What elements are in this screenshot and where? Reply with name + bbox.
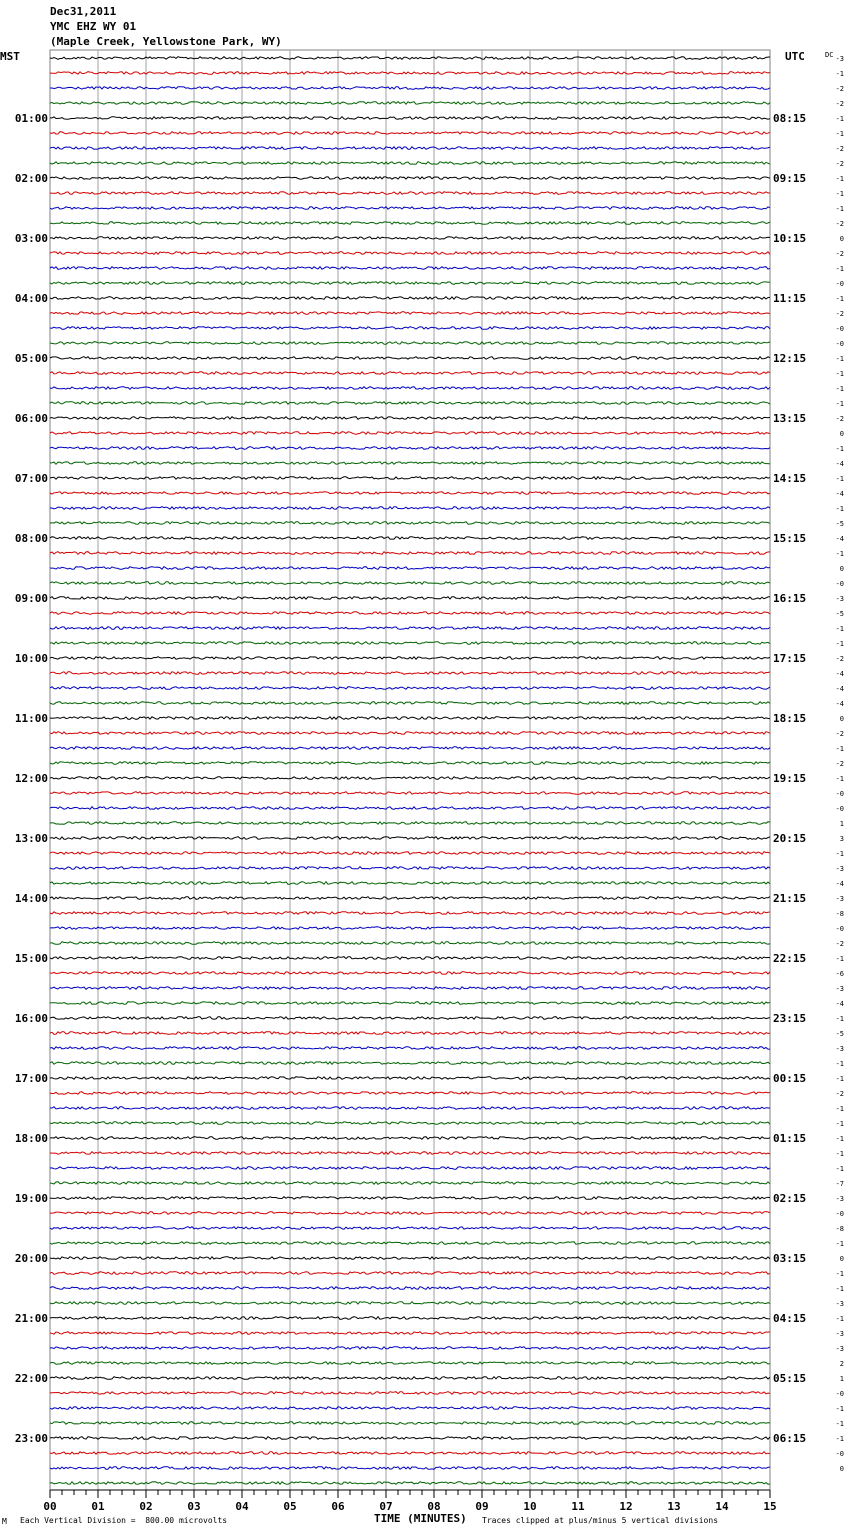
seismic-trace xyxy=(50,312,770,315)
hour-label-mst: 21:00 xyxy=(14,1312,48,1325)
dc-offset-label: -1 xyxy=(835,1420,844,1428)
seismic-trace xyxy=(50,417,770,420)
hour-label-mst: 13:00 xyxy=(14,832,48,845)
dc-offset-label: -4 xyxy=(835,880,844,888)
dc-offset-label: -1 xyxy=(835,1105,844,1113)
seismic-trace xyxy=(50,342,770,345)
dc-offset-label: -1 xyxy=(835,385,844,393)
dc-offset-label: 3 xyxy=(839,835,844,843)
seismic-trace xyxy=(50,927,770,930)
seismic-trace xyxy=(50,1482,770,1485)
dc-offset-label: -4 xyxy=(835,700,844,708)
dc-offset-label: -1 xyxy=(835,1240,844,1248)
x-tick-label: 14 xyxy=(715,1500,729,1513)
seismic-trace xyxy=(50,1137,770,1140)
dc-offset-label: 0 xyxy=(839,1465,844,1473)
seismic-trace xyxy=(50,282,770,285)
dc-offset-label: -2 xyxy=(835,940,844,948)
hour-label-mst: 15:00 xyxy=(14,952,48,965)
seismic-trace xyxy=(50,807,770,810)
dc-offset-label: -3 xyxy=(835,1195,844,1203)
dc-offset-label: -2 xyxy=(835,85,844,93)
dc-offset-label: -5 xyxy=(835,610,844,618)
left-timezone-label: MST xyxy=(0,50,20,63)
seismic-trace xyxy=(50,1032,770,1035)
hour-label-mst: 02:00 xyxy=(14,172,48,185)
hour-label-mst: 22:00 xyxy=(14,1372,48,1385)
hour-label-mst: 20:00 xyxy=(14,1252,48,1265)
seismic-trace xyxy=(50,897,770,900)
dc-offset-label: 2 xyxy=(839,1360,844,1368)
seismic-trace xyxy=(50,942,770,945)
seismic-trace xyxy=(50,777,770,780)
dc-header-label: DC xyxy=(825,51,834,59)
seismic-trace xyxy=(50,822,770,825)
hour-label-utc: 01:15 xyxy=(773,1132,807,1145)
dc-offset-label: -2 xyxy=(835,730,844,738)
dc-offset-label: -0 xyxy=(835,280,844,288)
dc-offset-label: -2 xyxy=(835,250,844,258)
seismic-trace xyxy=(50,747,770,750)
seismic-trace xyxy=(50,957,770,960)
right-timezone-label: UTC xyxy=(785,50,805,63)
hour-label-utc: 16:15 xyxy=(773,592,807,605)
dc-offset-label: -4 xyxy=(835,490,844,498)
hour-label-utc: 20:15 xyxy=(773,832,807,845)
hour-label-utc: 22:15 xyxy=(773,952,807,965)
seismic-trace xyxy=(50,552,770,555)
dc-offset-label: -2 xyxy=(835,310,844,318)
seismic-trace xyxy=(50,327,770,330)
dc-offset-label: 0 xyxy=(839,565,844,573)
x-tick-label: 07 xyxy=(379,1500,393,1513)
hour-label-utc: 10:15 xyxy=(773,232,807,245)
dc-offset-label: -8 xyxy=(835,1225,844,1233)
dc-offset-label: -2 xyxy=(835,160,844,168)
dc-offset-label: -1 xyxy=(835,175,844,183)
x-tick-label: 08 xyxy=(427,1500,441,1513)
clip-note: Traces clipped at plus/minus 5 vertical divisions xyxy=(482,1516,719,1525)
dc-offset-label: -4 xyxy=(835,460,844,468)
seismic-trace xyxy=(50,147,770,150)
dc-offset-label: -1 xyxy=(835,1060,844,1068)
dc-offset-label: -3 xyxy=(835,1345,844,1353)
seismic-trace xyxy=(50,132,770,135)
dc-offset-label: -1 xyxy=(835,295,844,303)
seismic-trace xyxy=(50,1422,770,1425)
seismic-trace xyxy=(50,1002,770,1005)
dc-offset-label: -2 xyxy=(835,760,844,768)
dc-offset-label: -1 xyxy=(835,1135,844,1143)
dc-offset-label: -1 xyxy=(835,955,844,963)
seismic-trace xyxy=(50,1017,770,1020)
dc-offset-label: -1 xyxy=(835,505,844,513)
dc-offset-label: -6 xyxy=(835,970,844,978)
dc-offset-label: -1 xyxy=(835,190,844,198)
seismic-trace xyxy=(50,1122,770,1125)
seismic-trace xyxy=(50,702,770,705)
x-tick-label: 02 xyxy=(139,1500,153,1513)
hour-label-mst: 01:00 xyxy=(14,112,48,125)
hour-label-utc: 03:15 xyxy=(773,1252,807,1265)
dc-offset-label: -3 xyxy=(835,895,844,903)
dc-offset-label: -0 xyxy=(835,580,844,588)
seismic-trace xyxy=(50,462,770,465)
seismic-trace xyxy=(50,1227,770,1230)
plot-frame xyxy=(50,50,770,1490)
seismic-trace xyxy=(50,1242,770,1245)
hour-label-mst: 23:00 xyxy=(14,1432,48,1445)
dc-offset-label: -0 xyxy=(835,925,844,933)
seismic-trace xyxy=(50,102,770,105)
dc-offset-label: -1 xyxy=(835,445,844,453)
seismic-trace xyxy=(50,1077,770,1080)
dc-offset-label: -1 xyxy=(835,400,844,408)
seismic-trace xyxy=(50,222,770,225)
hour-label-utc: 17:15 xyxy=(773,652,807,665)
x-tick-label: 09 xyxy=(475,1500,489,1513)
hour-label-utc: 08:15 xyxy=(773,112,807,125)
dc-offset-label: -0 xyxy=(835,325,844,333)
seismic-trace xyxy=(50,477,770,480)
dc-offset-label: -1 xyxy=(835,1405,844,1413)
hour-label-mst: 04:00 xyxy=(14,292,48,305)
dc-offset-label: -2 xyxy=(835,100,844,108)
seismic-trace xyxy=(50,1197,770,1200)
seismic-trace xyxy=(50,912,770,915)
hour-label-utc: 14:15 xyxy=(773,472,807,485)
x-axis-title: TIME (MINUTES) xyxy=(374,1512,467,1525)
x-tick-label: 11 xyxy=(571,1500,585,1513)
hour-label-utc: 09:15 xyxy=(773,172,807,185)
x-tick-label: 10 xyxy=(523,1500,537,1513)
hour-label-utc: 21:15 xyxy=(773,892,807,905)
hour-label-mst: 19:00 xyxy=(14,1192,48,1205)
dc-offset-label: -1 xyxy=(835,745,844,753)
seismic-trace xyxy=(50,987,770,990)
dc-offset-label: -1 xyxy=(835,1120,844,1128)
dc-offset-label: -2 xyxy=(835,1090,844,1098)
seismic-trace xyxy=(50,447,770,450)
hour-label-mst: 09:00 xyxy=(14,592,48,605)
seismic-trace xyxy=(50,1407,770,1410)
dc-offset-label: -4 xyxy=(835,670,844,678)
dc-offset-label: -5 xyxy=(835,1030,844,1038)
seismic-trace xyxy=(50,1092,770,1095)
time-axis xyxy=(43,1490,776,1513)
x-tick-label: 13 xyxy=(667,1500,681,1513)
dc-offset-label: 1 xyxy=(839,820,844,828)
x-tick-label: 03 xyxy=(187,1500,201,1513)
seismic-trace xyxy=(50,1377,770,1380)
seismic-trace xyxy=(50,567,770,570)
dc-offset-label: -1 xyxy=(835,115,844,123)
seismic-trace xyxy=(50,687,770,690)
grid-lines xyxy=(50,50,770,1490)
dc-offset-label: -0 xyxy=(835,790,844,798)
dc-offset-label: -3 xyxy=(835,1045,844,1053)
dc-offset-label: -7 xyxy=(835,1180,844,1188)
seismic-trace xyxy=(50,357,770,360)
seismic-trace xyxy=(50,372,770,375)
dc-offset-label: -1 xyxy=(835,130,844,138)
dc-offset-label: -1 xyxy=(835,1165,844,1173)
hour-label-utc: 05:15 xyxy=(773,1372,807,1385)
header-date: Dec31,2011 xyxy=(50,5,117,18)
hour-label-mst: 08:00 xyxy=(14,532,48,545)
dc-offset-label: -1 xyxy=(835,640,844,648)
seismic-trace xyxy=(50,1062,770,1065)
dc-offset-label: -1 xyxy=(835,265,844,273)
hour-label-utc: 04:15 xyxy=(773,1312,807,1325)
seismic-trace xyxy=(50,837,770,840)
hour-label-utc: 00:15 xyxy=(773,1072,807,1085)
x-tick-label: 01 xyxy=(91,1500,105,1513)
dc-offset-label: -3 xyxy=(835,55,844,63)
scale-note: Each Vertical Division = 800.00 microvolts xyxy=(20,1516,228,1525)
seismic-trace xyxy=(50,642,770,645)
dc-offset-label: -4 xyxy=(835,535,844,543)
dc-offset-label: -0 xyxy=(835,1390,844,1398)
dc-offset-label: -1 xyxy=(835,775,844,783)
dc-offset-label: -1 xyxy=(835,1270,844,1278)
dc-offset-label: -1 xyxy=(835,1435,844,1443)
seismic-trace xyxy=(50,117,770,120)
seismic-trace xyxy=(50,1302,770,1305)
hour-label-mst: 07:00 xyxy=(14,472,48,485)
hour-label-mst: 11:00 xyxy=(14,712,48,725)
seismic-trace xyxy=(50,627,770,630)
dc-offset-label: -3 xyxy=(835,595,844,603)
hour-label-utc: 19:15 xyxy=(773,772,807,785)
seismic-trace xyxy=(50,192,770,195)
hour-label-utc: 11:15 xyxy=(773,292,807,305)
seismic-trace xyxy=(50,252,770,255)
hour-label-utc: 15:15 xyxy=(773,532,807,545)
x-tick-label: 05 xyxy=(283,1500,297,1513)
seismic-trace xyxy=(50,1437,770,1440)
dc-offset-label: -1 xyxy=(835,475,844,483)
seismic-trace xyxy=(50,792,770,795)
seismic-trace xyxy=(50,432,770,435)
seismic-trace xyxy=(50,1347,770,1350)
seismic-trace xyxy=(50,1362,770,1365)
x-tick-label: 15 xyxy=(763,1500,777,1513)
seismic-trace xyxy=(50,1152,770,1155)
hour-label-mst: 10:00 xyxy=(14,652,48,665)
dc-offset-label: 0 xyxy=(839,715,844,723)
x-tick-label: 06 xyxy=(331,1500,345,1513)
hour-label-mst: 14:00 xyxy=(14,892,48,905)
dc-offset-label: -1 xyxy=(835,355,844,363)
hour-label-utc: 12:15 xyxy=(773,352,807,365)
seismic-trace xyxy=(50,882,770,885)
dc-offset-label: -1 xyxy=(835,1015,844,1023)
seismic-trace xyxy=(50,972,770,975)
dc-offset-label: 1 xyxy=(839,1375,844,1383)
dc-offset-label: -4 xyxy=(835,685,844,693)
corner-mark: M xyxy=(2,1517,7,1526)
dc-offset-label: -2 xyxy=(835,220,844,228)
hour-label-mst: 18:00 xyxy=(14,1132,48,1145)
seismic-trace xyxy=(50,207,770,210)
hour-label-mst: 16:00 xyxy=(14,1012,48,1025)
seismic-traces xyxy=(50,57,770,1485)
seismic-trace xyxy=(50,237,770,240)
dc-offset-label: -1 xyxy=(835,1075,844,1083)
dc-offset-label: -3 xyxy=(835,1300,844,1308)
dc-offset-label: -0 xyxy=(835,1210,844,1218)
hour-label-mst: 17:00 xyxy=(14,1072,48,1085)
seismic-trace xyxy=(50,537,770,540)
seismic-trace xyxy=(50,1332,770,1335)
hour-label-utc: 06:15 xyxy=(773,1432,807,1445)
dc-offset-label: -2 xyxy=(835,145,844,153)
seismic-trace xyxy=(50,597,770,600)
seismic-trace xyxy=(50,582,770,585)
seismic-trace xyxy=(50,492,770,495)
seismic-trace xyxy=(50,1287,770,1290)
hour-label-utc: 13:15 xyxy=(773,412,807,425)
seismic-trace xyxy=(50,1212,770,1215)
seismic-trace xyxy=(50,1317,770,1320)
seismic-trace xyxy=(50,177,770,180)
seismic-trace xyxy=(50,522,770,525)
seismic-trace xyxy=(50,387,770,390)
seismic-trace xyxy=(50,1257,770,1260)
seismic-trace xyxy=(50,717,770,720)
seismic-trace xyxy=(50,1047,770,1050)
x-tick-label: 00 xyxy=(43,1500,57,1513)
dc-offset-label: 0 xyxy=(839,1255,844,1263)
dc-offset-label: 0 xyxy=(839,430,844,438)
seismic-trace xyxy=(50,297,770,300)
header-location: (Maple Creek, Yellowstone Park, WY) xyxy=(50,35,282,48)
seismic-trace xyxy=(50,867,770,870)
hour-label-mst: 06:00 xyxy=(14,412,48,425)
seismic-trace xyxy=(50,1452,770,1455)
dc-offset-label: -1 xyxy=(835,850,844,858)
dc-offset-label: -1 xyxy=(835,1315,844,1323)
seismic-trace xyxy=(50,72,770,75)
seismic-trace xyxy=(50,852,770,855)
seismic-trace xyxy=(50,1392,770,1395)
dc-offset-label: -4 xyxy=(835,1000,844,1008)
dc-offset-label: -1 xyxy=(835,70,844,78)
seismic-trace xyxy=(50,1272,770,1275)
seismic-trace xyxy=(50,507,770,510)
dc-offset-label: -1 xyxy=(835,205,844,213)
hour-label-utc: 02:15 xyxy=(773,1192,807,1205)
hour-label-utc: 23:15 xyxy=(773,1012,807,1025)
seismic-trace xyxy=(50,267,770,270)
dc-offset-label: -3 xyxy=(835,1330,844,1338)
x-tick-label: 04 xyxy=(235,1500,249,1513)
hour-label-utc: 18:15 xyxy=(773,712,807,725)
dc-offset-label: -5 xyxy=(835,520,844,528)
hour-label-mst: 12:00 xyxy=(14,772,48,785)
dc-offset-label: -2 xyxy=(835,655,844,663)
dc-offset-label: -1 xyxy=(835,1285,844,1293)
seismic-trace xyxy=(50,1182,770,1185)
seismic-trace xyxy=(50,762,770,765)
dc-offset-label: -0 xyxy=(835,805,844,813)
seismic-trace xyxy=(50,1167,770,1170)
seismic-trace xyxy=(50,402,770,405)
dc-offset-label: -1 xyxy=(835,1150,844,1158)
seismic-trace xyxy=(50,657,770,660)
seismic-trace xyxy=(50,612,770,615)
seismic-trace xyxy=(50,1467,770,1470)
dc-offset-label: -3 xyxy=(835,865,844,873)
hour-label-mst: 03:00 xyxy=(14,232,48,245)
dc-offset-label: -0 xyxy=(835,1450,844,1458)
seismic-trace xyxy=(50,672,770,675)
seismic-trace xyxy=(50,732,770,735)
seismic-trace xyxy=(50,162,770,165)
hour-labels xyxy=(15,51,844,1473)
hour-label-mst: 05:00 xyxy=(14,352,48,365)
dc-offset-label: -1 xyxy=(835,370,844,378)
dc-offset-label: -0 xyxy=(835,340,844,348)
dc-offset-label: -1 xyxy=(835,550,844,558)
dc-offset-label: -1 xyxy=(835,625,844,633)
seismic-trace xyxy=(50,57,770,60)
dc-offset-label: -8 xyxy=(835,910,844,918)
seismic-trace xyxy=(50,1107,770,1110)
seismic-trace xyxy=(50,87,770,90)
dc-offset-label: -3 xyxy=(835,985,844,993)
x-tick-label: 12 xyxy=(619,1500,633,1513)
dc-offset-label: -2 xyxy=(835,415,844,423)
header-station: YMC EHZ WY 01 xyxy=(50,20,137,33)
dc-offset-label: 0 xyxy=(839,235,844,243)
